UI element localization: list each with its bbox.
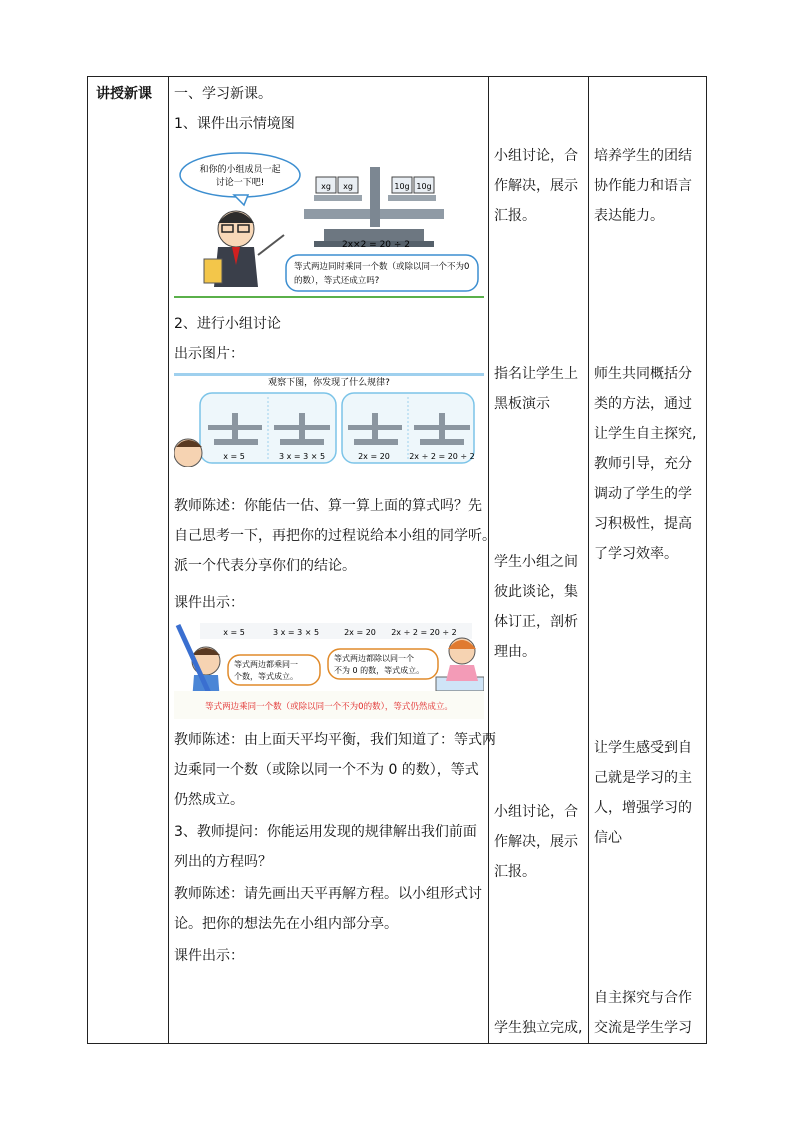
student-activity: 学生独立完成, <box>494 1020 583 1036</box>
bubble-line-2: 讨论一下吧! <box>215 178 265 188</box>
para-2-line-3: 仍然成立。 <box>174 792 244 808</box>
student-activity: 理由。 <box>494 644 536 660</box>
pattern-eq-3: 2x = 20 <box>358 452 390 461</box>
concl-eq-4: 2x ÷ 2 = 20 ÷ 2 <box>391 628 457 637</box>
show-image-label: 出示图片： <box>174 346 244 362</box>
para-1-line-1: 教师陈述：你能估一估、算一算上面的算式吗？先 <box>174 498 482 514</box>
student-column <box>494 77 586 1043</box>
pattern-image <box>174 373 484 467</box>
weight-left-1: xg <box>321 182 331 191</box>
question-box <box>286 255 478 291</box>
equation: 2x×2 = 20 ÷ 2 <box>341 240 411 250</box>
design-purpose: 习积极性，提高 <box>594 516 692 532</box>
design-purpose: 协作能力和语言 <box>594 178 692 194</box>
student-activity: 作解决，展示 <box>494 178 578 194</box>
column-divider <box>588 77 589 1043</box>
speech-left-1: 等式两边都乘同一 <box>234 660 298 669</box>
design-purpose: 教师引导，充分 <box>594 456 692 472</box>
design-purpose: 让学生自主探究, <box>594 426 697 442</box>
student-activity: 小组讨论，合 <box>494 148 578 164</box>
speech-left-2: 个数，等式成立。 <box>234 672 298 681</box>
step-1: 1、课件出示情境图 <box>174 116 295 132</box>
design-purpose: 表达能力。 <box>594 208 664 224</box>
design-purpose: 师生共同概括分 <box>594 366 692 382</box>
girl-figure <box>436 638 484 691</box>
section-title: 一、学习新课。 <box>174 86 272 102</box>
student-activity: 黑板演示 <box>494 396 550 412</box>
design-purpose: 让学生感受到自 <box>594 740 692 756</box>
design-purpose: 自主探究与合作 <box>594 990 692 1006</box>
step-3-line-1: 3、教师提问：你能运用发现的规律解出我们前面 <box>174 824 477 840</box>
pattern-eq-1: x = 5 <box>223 452 245 461</box>
step-3-line-2: 列出的方程吗？ <box>174 854 272 870</box>
design-purpose: 人，增强学习的 <box>594 800 692 816</box>
question-line-2: 的数），等式还成立吗? <box>294 276 380 286</box>
para-3-line-2: 论。把你的想法先在小组内部分享。 <box>174 916 398 932</box>
weight-right-1: 10g <box>394 182 410 191</box>
student-activity: 体订正，剖析 <box>494 614 578 630</box>
para-2-line-1: 教师陈述：由上面天平均平衡，我们知道了：等式两 <box>174 732 496 748</box>
step-2: 2、进行小组讨论 <box>174 316 281 332</box>
pattern-eq-4: 2x ÷ 2 = 20 ÷ 2 <box>409 452 475 461</box>
student-activity: 学生小组之间 <box>494 554 578 570</box>
speech-right-1: 等式两边都除以同一个 <box>334 654 414 663</box>
student-activity: 汇报。 <box>494 864 536 880</box>
student-activity: 彼此谈论，集 <box>494 584 578 600</box>
column-divider <box>168 77 169 1043</box>
concl-eq-1: x = 5 <box>223 628 245 637</box>
conclusion-image <box>174 621 484 719</box>
weight-left-2: xg <box>343 182 353 191</box>
courseware-label: 课件出示： <box>174 595 244 611</box>
column-divider <box>488 77 489 1043</box>
design-purpose: 培养学生的团结 <box>594 148 692 164</box>
design-purpose: 交流是学生学习 <box>594 1020 692 1036</box>
conclusion-text: 等式两边乘同一个数（或除以同一个不为0的数），等式仍然成立。 <box>205 702 453 712</box>
student-activity: 小组讨论，合 <box>494 804 578 820</box>
purpose-column <box>594 77 706 1043</box>
design-purpose: 信心 <box>594 830 622 846</box>
concl-eq-3: 2x = 20 <box>344 628 376 637</box>
para-1-line-3: 派一个代表分享你们的结论。 <box>174 558 356 574</box>
design-purpose: 调动了学生的学 <box>594 486 692 502</box>
design-purpose: 了学习效率。 <box>594 546 678 562</box>
question-line-1: 等式两边同时乘同一个数（或除以同一个不为0 <box>294 262 470 272</box>
speech-right-2: 不为 0 的数，等式成立。 <box>334 666 425 675</box>
student-activity: 作解决，展示 <box>494 834 578 850</box>
para-3-line-1: 教师陈述：请先画出天平再解方程。以小组形式讨 <box>174 886 482 902</box>
speech-right <box>328 649 438 679</box>
design-purpose: 类的方法，通过 <box>594 396 692 412</box>
lesson-table <box>87 76 707 1044</box>
pattern-eq-2: 3 x = 3 × 5 <box>278 452 326 461</box>
student-activity: 汇报。 <box>494 208 536 224</box>
concl-eq-2: 3 x = 3 × 5 <box>272 628 320 637</box>
para-2-line-2: 边乘同一个数（或除以同一个不为 0 的数），等式 <box>174 762 479 778</box>
student-activity: 指名让学生上 <box>494 366 578 382</box>
design-purpose: 己就是学习的主 <box>594 770 692 786</box>
para-1-line-2: 自己思考一下，再把你的过程说给本小组的同学听。 <box>174 528 496 544</box>
bubble-line-1: 和你的小组成员一起 <box>199 165 281 175</box>
row-label: 讲授新课 <box>96 86 152 102</box>
speech-left <box>228 655 320 685</box>
content-column <box>174 77 496 1043</box>
courseware-label-2: 课件出示： <box>174 948 244 964</box>
weight-right-2: 10g <box>416 182 432 191</box>
situation-image <box>174 147 484 299</box>
pattern-title: 观察下图，你发现了什么规律? <box>268 378 390 388</box>
